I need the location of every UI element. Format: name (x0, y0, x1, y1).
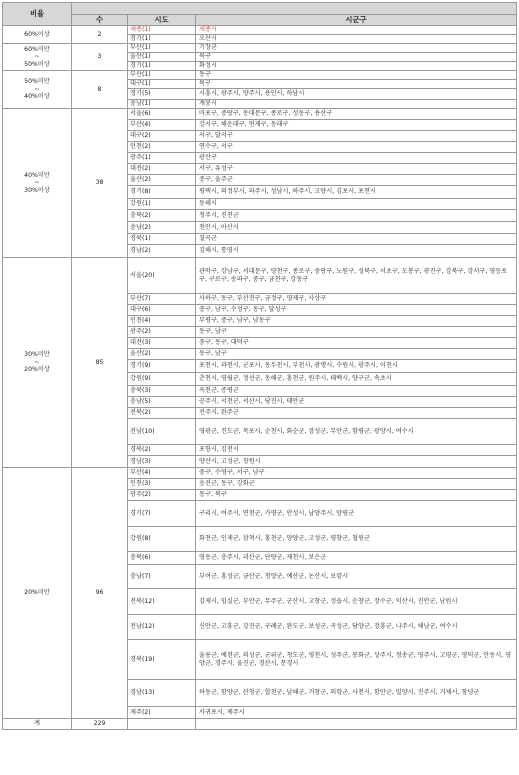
header-sido: 시도 (128, 15, 196, 26)
ratio-label: 20%미만 (24, 589, 50, 597)
sigungu-cell: 동구 (196, 71, 517, 80)
sido-cell: 충남(7) (128, 565, 196, 589)
header-ratio: 비율 (3, 3, 72, 26)
ratio-label: 60%이상 (24, 30, 50, 38)
sido-cell: 대구(6) (128, 305, 196, 316)
sigungu-cell: 전주시, 완주군 (196, 408, 517, 419)
ratio-label: 50%이상 (24, 60, 50, 68)
ratio-cell (3, 71, 72, 109)
sido-cell: 충북(2) (128, 210, 196, 222)
sido-cell: 경남(3) (128, 456, 196, 468)
sido-cell: 대구(1) (128, 80, 196, 89)
sigungu-cell: 평택시, 의정부시, 파주시, 성남시, 하주시, 고양시, 김포시, 포천시 (196, 186, 517, 199)
sigungu-cell: 광산구 (196, 153, 517, 164)
ratio-cell (3, 468, 72, 719)
ratio-label: ~ (34, 53, 40, 61)
sigungu-cell: 동구, 남구 (196, 349, 517, 360)
ratio-label: 40%미만 (24, 171, 50, 179)
sigungu-cell: 중구, 동구, 대덕구 (196, 338, 517, 349)
sido-cell: 부산(4) (128, 468, 196, 479)
sido-cell: 대전(3) (128, 338, 196, 349)
sido-cell: 제주(2) (128, 707, 196, 719)
table-row (3, 468, 517, 479)
sigungu-cell: 마포구, 중랑구, 동대문구, 종로구, 성동구, 용산구 (196, 109, 517, 120)
ratio-label: 50%미만 (24, 78, 50, 86)
ratio-label: 30%이상 (24, 186, 50, 194)
sigungu-cell: 서구, 달서구 (196, 131, 517, 142)
sigungu-cell: 기장군 (196, 44, 517, 53)
sigungu-cell: 울릉군, 예천군, 의성군, 군위군, 청도군, 영천시, 성주군, 봉화군, 상주시, 청송군, 영주시, 고령군, 영덕군, 안동시, 영양군, 경주시, 울진군, 경산시, 문경시 (196, 640, 517, 680)
ratio-table (2, 2, 517, 730)
sido-cell: 부산(7) (128, 294, 196, 305)
sigungu-cell: 시흥시, 광주시, 양주시, 용인시, 하남시 (196, 89, 517, 100)
sigungu-cell: 부여군, 홍성군, 금산군, 청양군, 예산군, 논산시, 보령시 (196, 565, 517, 589)
sigungu-cell: 오산시 (196, 35, 517, 44)
sigungu-cell: 화천군, 인제군, 삼척시, 홍천군, 양양군, 고성군, 평창군, 철원군 (196, 527, 517, 552)
sigungu-cell: 동해시 (196, 199, 517, 210)
sido-cell: 경남(2) (128, 245, 196, 258)
sigungu-cell: 중구, 수영구, 서구, 남구 (196, 468, 517, 479)
sido-cell: 전북(2) (128, 408, 196, 419)
sido-cell: 경북(19) (128, 640, 196, 680)
sido-cell: 충남(1) (128, 100, 196, 109)
sido-cell: 경남(13) (128, 680, 196, 707)
ratio-cell (3, 258, 72, 468)
sigungu-cell: 사하구, 동구, 부산진구, 금정구, 영제구, 사상구 (196, 294, 517, 305)
sido-cell: 광주(2) (128, 327, 196, 338)
table-row (3, 26, 517, 35)
sido-cell: 울산(2) (128, 175, 196, 186)
sido-cell: 충남(5) (128, 397, 196, 408)
header-sigungu: 시군구 (196, 15, 517, 26)
count-cell: 96 (72, 468, 128, 719)
sigungu-cell: 동구, 북구 (196, 490, 517, 501)
sido-cell: 울산(2) (128, 349, 196, 360)
count-cell: 85 (72, 258, 128, 468)
count-cell: 3 (72, 44, 128, 71)
sigungu-cell: 포천시, 과천시, 군포시, 동두천시, 부천시, 광명시, 수원시, 광주시, 이천시 (196, 360, 517, 373)
sigungu-cell: 계룡시 (196, 100, 517, 109)
sigungu-cell: 옹진군, 동구, 강화군 (196, 479, 517, 490)
ratio-label: ~ (34, 85, 40, 93)
sido-cell: 경기(1) (128, 62, 196, 71)
sido-cell: 경북(1) (128, 234, 196, 245)
sigungu-cell: 중구, 울주군 (196, 175, 517, 186)
sigungu-cell: 천안시, 아산시 (196, 222, 517, 234)
sido-cell: 세종(1) (128, 26, 196, 35)
sido-cell: 광주(1) (128, 153, 196, 164)
table-row (3, 109, 517, 120)
sido-cell: 인천(2) (128, 142, 196, 153)
sido-cell: 전남(12) (128, 615, 196, 640)
sido-cell: 충남(2) (128, 222, 196, 234)
sido-cell: 광주(2) (128, 490, 196, 501)
sido-cell: 부산(4) (128, 120, 196, 131)
sigungu-cell: 청주시, 진천군 (196, 210, 517, 222)
ratio-cell (3, 26, 72, 44)
ratio-label: 30%미만 (24, 351, 50, 359)
sigungu-cell: 구리시, 여주시, 연천군, 가평군, 안성시, 남양주시, 양평군 (196, 501, 517, 527)
sigungu-cell: 북구 (196, 53, 517, 62)
ratio-cell (3, 44, 72, 71)
ratio-label: 60%미만 (24, 45, 50, 53)
sigungu-cell: 포항시, 김천시 (196, 445, 517, 456)
sido-cell: 대전(2) (128, 164, 196, 175)
sigungu-cell: 중구, 남구, 수성구, 동구, 달성구 (196, 305, 517, 316)
sido-cell: 경기(5) (128, 89, 196, 100)
sigungu-cell: 강서구, 해운대구, 연제구, 동래구 (196, 120, 517, 131)
sido-cell: 강원(8) (128, 527, 196, 552)
sido-cell: 경북(2) (128, 445, 196, 456)
table-row (3, 258, 517, 294)
sigungu-cell: 양산시, 고성군, 창원시 (196, 456, 517, 468)
table-row (3, 44, 517, 53)
table-row (3, 71, 517, 80)
sido-cell: 경기(7) (128, 501, 196, 527)
sigungu-cell: 동구, 남구 (196, 327, 517, 338)
total-label: 계 (3, 719, 72, 730)
sigungu-cell: 부평구, 중구, 남구, 남동구 (196, 316, 517, 327)
sido-cell: 대구(2) (128, 131, 196, 142)
sigungu-cell: 서구, 유성구 (196, 164, 517, 175)
ratio-cell (3, 109, 72, 258)
sigungu-cell: 화성시 (196, 62, 517, 71)
header-count: 수 (72, 15, 128, 26)
sigungu-cell: 북구 (196, 80, 517, 89)
count-cell: 2 (72, 26, 128, 44)
sigungu-cell: 하동군, 함양군, 산청군, 합천군, 남해군, 거창군, 의령군, 사천시, 함안군, 밀양시, 진주시, 거제시, 창녕군 (196, 680, 517, 707)
sigungu-cell: 영광군, 진도군, 목포시, 순천시, 화순군, 장성군, 무안군, 함평군, 광양시, 여수시 (196, 419, 517, 445)
sido-cell: 강원(9) (128, 373, 196, 386)
sido-cell: 부산(1) (128, 44, 196, 53)
count-cell: 8 (72, 71, 128, 109)
sigungu-cell: 김제시, 임실군, 부안군, 무주군, 군산시, 고창군, 정읍시, 순창군, 장수군, 익산시, 진안군, 남원시 (196, 589, 517, 615)
sido-cell: 서울(20) (128, 258, 196, 294)
sido-cell: 인천(4) (128, 316, 196, 327)
sido-cell: 서울(6) (128, 109, 196, 120)
ratio-label: 20%이상 (24, 366, 50, 374)
sigungu-cell: 서귀포시, 제주시 (196, 707, 517, 719)
total-count: 229 (72, 719, 128, 730)
sigungu-cell: 연수구, 서구 (196, 142, 517, 153)
sido-cell: 충북(6) (128, 552, 196, 565)
sigungu-cell: 세종시 (196, 26, 517, 35)
sigungu-cell: 신안군, 고흥군, 강진군, 구례군, 완도군, 보성군, 곡성군, 담양군, 장흥군, 나주시, 해남군, 여수시 (196, 615, 517, 640)
sido-cell: 전북(12) (128, 589, 196, 615)
sido-cell: 충북(3) (128, 386, 196, 397)
sido-cell: 경기(1) (128, 35, 196, 44)
table-body (3, 26, 517, 719)
sigungu-cell: 김해시, 통영시 (196, 245, 517, 258)
sigungu-cell: 영동군, 충주시, 괴산군, 단양군, 제천시, 보은군 (196, 552, 517, 565)
sido-cell: 경기(9) (128, 360, 196, 373)
sigungu-cell: 공주시, 서천군, 서산시, 당진시, 태안군 (196, 397, 517, 408)
sigungu-cell: 옥천군, 증평군 (196, 386, 517, 397)
sido-cell: 경기(8) (128, 186, 196, 199)
sido-cell: 강원(1) (128, 199, 196, 210)
sido-cell: 울산(1) (128, 53, 196, 62)
sido-cell: 전남(10) (128, 419, 196, 445)
sido-cell: 부산(1) (128, 71, 196, 80)
ratio-label: ~ (34, 358, 40, 366)
total-row (3, 719, 517, 730)
sigungu-cell: 춘천시, 영월군, 정선군, 동해군, 홍천군, 원주시, 태백시, 양구군, 속초시 (196, 373, 517, 386)
count-cell: 38 (72, 109, 128, 258)
sigungu-cell: 칠곡군 (196, 234, 517, 245)
ratio-label: ~ (34, 179, 40, 187)
sigungu-cell: 관악구, 강남구, 서대문구, 양천구, 종로구, 중랑구, 노원구, 성북구, 서초구, 도봉구, 광진구, 강북구, 강서구, 영등포구, 구로구, 송파구, 중구, 금천구, 강동구 (196, 258, 517, 294)
sido-cell: 인천(3) (128, 479, 196, 490)
ratio-label: 40%이상 (24, 93, 50, 101)
